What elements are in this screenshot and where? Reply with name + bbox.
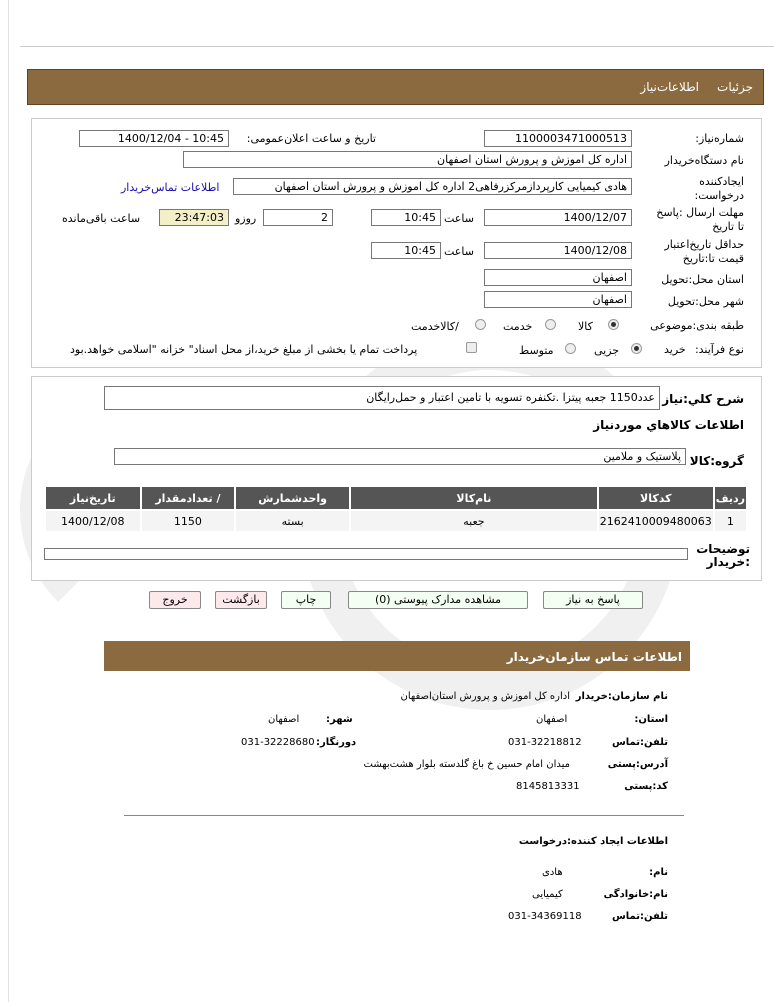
table-header-row bbox=[46, 487, 746, 509]
buyer-field[interactable]: اداره کل اموزش و پرورش استان اصفهان bbox=[183, 151, 632, 168]
contact-city-value: اصفهان bbox=[268, 714, 300, 725]
top-divider bbox=[20, 46, 774, 47]
deadline-date-field[interactable]: 1400/12/07 bbox=[484, 209, 632, 226]
group-field[interactable]: پلاستیک و ملامین bbox=[114, 448, 686, 465]
contact-section-title: اطلاعات تماس سازمان‌خریدار bbox=[506, 650, 682, 664]
process-small-label: جزیی bbox=[594, 344, 620, 357]
process-medium-radio[interactable] bbox=[565, 343, 576, 354]
need-number-field[interactable]: 1100003471000513 bbox=[484, 130, 632, 147]
fax-label: دورنگار: bbox=[316, 737, 357, 748]
col-row: ردیف bbox=[715, 487, 746, 509]
group-label: گروه:کالا bbox=[689, 454, 744, 468]
treasury-payment-checkbox[interactable] bbox=[466, 342, 477, 353]
col-date: تاریخ‌نیاز bbox=[46, 487, 140, 509]
items-table bbox=[44, 485, 748, 533]
phone-value: 031-32218812 bbox=[508, 737, 582, 748]
category-both-radio[interactable] bbox=[475, 319, 486, 330]
days-field[interactable]: 2 bbox=[263, 209, 333, 226]
deadline-time-label: ساعت bbox=[444, 212, 474, 225]
province-label: استان محل:تحویل bbox=[661, 273, 744, 286]
contact-section-header bbox=[104, 641, 690, 671]
contact-divider bbox=[124, 815, 684, 816]
address-value: میدان امام حسین خ باغ گلدسته بلوار هشت‌بهشت bbox=[363, 759, 570, 770]
announce-field[interactable]: 1400/12/04 - 10:45 bbox=[79, 130, 229, 147]
need-number-label: شماره‌نیاز: bbox=[695, 132, 744, 145]
tab-details[interactable]: جزئیات bbox=[717, 80, 753, 94]
creator-label: ایجادکننده درخواست: bbox=[694, 175, 744, 202]
city-field[interactable]: اصفهان bbox=[484, 291, 632, 308]
back-button[interactable]: بازگشت bbox=[215, 591, 267, 609]
summary-label: شرح کلي:نیاز bbox=[662, 392, 744, 406]
buyer-label: نام دستگاه‌خریدار bbox=[664, 154, 744, 167]
process-medium-label: متوسط bbox=[519, 344, 554, 357]
attachments-button[interactable]: مشاهده مدارک پیوستی (0) bbox=[348, 591, 528, 609]
table-row[interactable] bbox=[46, 511, 746, 531]
cell-row: 1 bbox=[715, 511, 746, 531]
validity-date-field[interactable]: 1400/12/08 bbox=[484, 242, 632, 259]
category-both-label: /کالاخدمت bbox=[411, 320, 459, 333]
creator-phone-label: تلفن:تماس bbox=[611, 911, 668, 922]
process-small-radio[interactable] bbox=[631, 343, 642, 354]
contact-city-label: شهر: bbox=[326, 714, 353, 725]
process-label: نوع فرآیند: bbox=[694, 343, 744, 356]
summary-field[interactable]: عدد1150 جعبه پیتزا .تکنفره تسویه با تامین اعتبار و حمل‌رایگان bbox=[104, 386, 660, 410]
category-goods-radio[interactable] bbox=[608, 319, 619, 330]
cell-date: 1400/12/08 bbox=[46, 511, 140, 531]
contact-province-label: استان: bbox=[634, 714, 668, 725]
buyer-contact-link[interactable]: اطلاعات تماس‌خریدار bbox=[121, 181, 220, 194]
remaining-label: ساعت باقی‌مانده bbox=[62, 212, 141, 225]
cell-name: جعبه bbox=[351, 511, 597, 531]
fax-value: 031-32228680 bbox=[241, 737, 315, 748]
cell-qty: 1150 bbox=[142, 511, 235, 531]
category-label: طبقه بندی:موضوعی bbox=[650, 319, 744, 332]
col-name: نام‌کالا bbox=[351, 487, 597, 509]
creator-name-label: نام: bbox=[649, 867, 668, 878]
category-service-label: خدمت bbox=[503, 320, 533, 333]
creator-phone-value: 031-34369118 bbox=[508, 911, 582, 922]
validity-label: حداقل تاریخ‌اعتبار قیمت تا:تاریخ bbox=[664, 238, 744, 265]
deadline-time-field[interactable]: 10:45 bbox=[371, 209, 441, 226]
left-divider bbox=[8, 0, 9, 1002]
creator-info-title: اطلاعات ایجاد کننده:درخواست bbox=[518, 836, 668, 847]
contact-province-value: اصفهان bbox=[536, 714, 568, 725]
items-title: اطلاعات کالاهاي موردنياز bbox=[593, 418, 744, 432]
remaining-time-field: 23:47:03 bbox=[159, 209, 229, 226]
validity-time-label: ساعت bbox=[444, 245, 474, 258]
cell-unit: بسته bbox=[236, 511, 349, 531]
address-label: آدرس:پستی bbox=[607, 759, 668, 770]
creator-family-value: کیمیایی bbox=[532, 889, 563, 900]
category-goods-label: کالا bbox=[578, 320, 593, 333]
col-code: کدکالا bbox=[599, 487, 713, 509]
reply-button[interactable]: پاسخ به نیاز bbox=[543, 591, 643, 609]
announce-label: تاریخ و ساعت اعلان‌عمومی: bbox=[246, 132, 376, 145]
phone-label: تلفن:تماس bbox=[611, 737, 668, 748]
cell-code: 2162410009480063 bbox=[599, 511, 713, 531]
col-unit: واحدشمارش bbox=[236, 487, 349, 509]
creator-family-label: نام:خانوادگی bbox=[603, 889, 668, 900]
exit-button[interactable]: خروج bbox=[149, 591, 201, 609]
buyer-notes-field[interactable] bbox=[44, 548, 688, 560]
creator-name-value: هادی bbox=[542, 867, 563, 878]
category-service-radio[interactable] bbox=[545, 319, 556, 330]
buyer-notes-label: توضیحات :خریدار bbox=[696, 542, 750, 569]
creator-field[interactable]: هادی کیمیایی کارپردازمرکزرفاهی2 اداره کل اموزش و پرورش استان اصفهان bbox=[233, 178, 632, 195]
print-button[interactable]: چاپ bbox=[281, 591, 331, 609]
process-buy-label: خرید bbox=[664, 343, 686, 356]
city-label: شهر محل:تحویل bbox=[667, 295, 744, 308]
treasury-payment-note: پرداخت تمام یا بخشی از مبلغ خرید،از محل اسناد" خزانه "اسلامی خواهد.بود bbox=[70, 343, 418, 356]
org-value: اداره کل اموزش و پرورش استان‌اصفهان bbox=[400, 691, 570, 702]
org-label: نام سازمان:خریدار bbox=[575, 691, 668, 702]
deadline-label: مهلت ارسال :پاسخ تا تاریخ bbox=[656, 206, 744, 233]
days-label: روزو bbox=[235, 212, 257, 225]
validity-time-field[interactable]: 10:45 bbox=[371, 242, 441, 259]
postal-label: کد:پستی bbox=[624, 781, 668, 792]
postal-value: 8145813331 bbox=[516, 781, 580, 792]
province-field[interactable]: اصفهان bbox=[484, 269, 632, 286]
tab-need-info[interactable]: اطلاعات‌نیاز bbox=[640, 80, 699, 94]
col-qty: / تعدادمقدار bbox=[142, 487, 235, 509]
header-bar bbox=[27, 69, 764, 105]
